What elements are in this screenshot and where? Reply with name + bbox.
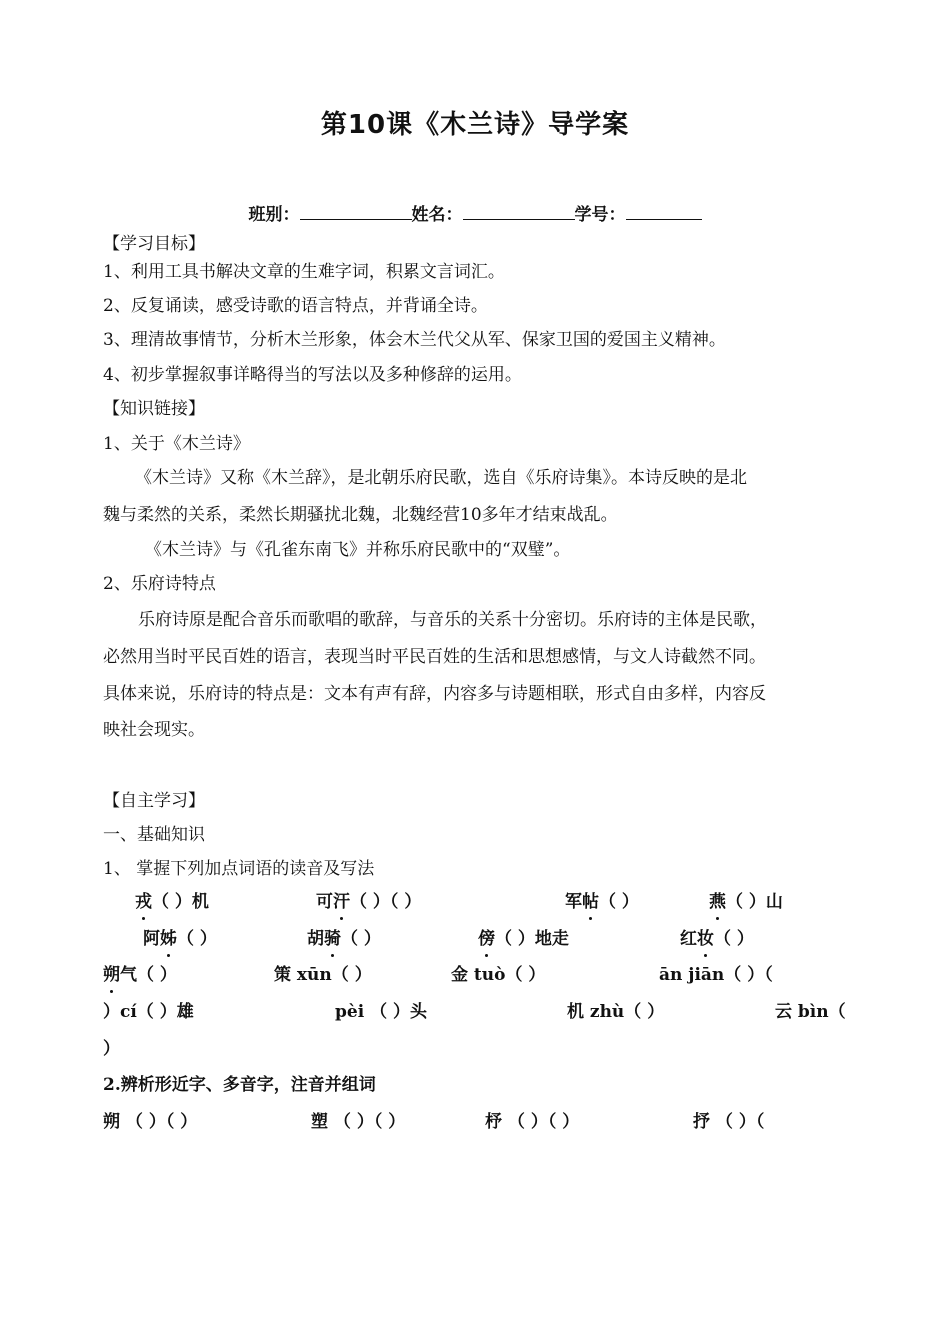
dotted-char: 帖 [582, 892, 599, 912]
answer-blank[interactable]: （ ） [599, 892, 639, 912]
answer-blank[interactable]: ān jiān（ ）（ [659, 965, 773, 985]
dotted-char: 朔 [103, 965, 120, 985]
self-study-heading: 【自主学习】 [103, 791, 205, 811]
goals-heading: 【学习目标】 [103, 234, 205, 254]
plain-char: 阿 [143, 929, 160, 949]
paragraph-1-line-2: 魏与柔然的关系，柔然长期骚扰北魏，北魏经营10多年才结束战乱。 [103, 505, 618, 525]
answer-blank[interactable]: 抒 （ ）（ [693, 1112, 765, 1132]
dotted-char: 燕 [709, 892, 726, 912]
dotted-char: 戎 [135, 892, 152, 912]
answer-blank[interactable]: （ ）机 [152, 892, 209, 912]
page-title: 第10课《木兰诗》导学案 [320, 110, 630, 140]
answer-blank[interactable]: 塑 （ ）（ ） [311, 1112, 406, 1132]
answer-blank[interactable]: 云 bìn（ [775, 1002, 846, 1022]
plain-char: 可 [316, 892, 333, 912]
answer-blank[interactable]: （ ） [177, 929, 217, 949]
answer-blank[interactable]: 机 zhù（ ） [567, 1002, 665, 1022]
plain-char: 胡 [307, 929, 324, 949]
exercise-row-5: ） [103, 1039, 120, 1059]
paragraph-1-line-1: 《木兰诗》又称《木兰辞》，是北朝乐府民歌，选自《乐府诗集》。本诗反映的是北 [135, 468, 747, 488]
name-label: 姓名： [411, 205, 463, 225]
goal-item-4: 4、初步掌握叙事详略得当的写法以及多种修辞的运用。 [103, 365, 522, 385]
answer-blank[interactable]: ）cí（ ）雄 [103, 1002, 194, 1022]
paragraph-3-line-4: 映社会现实。 [103, 720, 205, 740]
goal-item-2: 2、反复诵读，感受诗歌的语言特点，并背诵全诗。 [103, 296, 488, 316]
student-info-row [0, 200, 950, 225]
class-blank[interactable] [300, 205, 412, 220]
id-label: 学号： [574, 205, 626, 225]
goal-item-3: 3、理清故事情节，分析木兰形象，体会木兰代父从军、保家卫国的爱国主义精神。 [103, 330, 726, 350]
links-heading: 【知识链接】 [103, 399, 205, 419]
paragraph-3-line-1: 乐府诗原是配合音乐而歌唱的歌辞，与音乐的关系十分密切。乐府诗的主体是民歌， [138, 610, 767, 630]
answer-blank[interactable]: （ ）（ ） [350, 892, 422, 912]
answer-blank[interactable]: （ ）地走 [495, 929, 569, 949]
links-sub-2: 2、乐府诗特点 [103, 574, 216, 594]
dotted-char: 傍 [478, 929, 495, 949]
plain-char: 军 [565, 892, 582, 912]
answer-blank[interactable]: （ ） [714, 929, 754, 949]
dotted-char: 妆 [697, 929, 714, 949]
section-basic-knowledge: 一、基础知识 [103, 825, 205, 845]
dotted-char: 姊 [160, 929, 177, 949]
dotted-char: 汗 [333, 892, 350, 912]
question-2: 2.辨析形近字、多音字，注音并组词 [103, 1075, 376, 1095]
class-label: 班别： [248, 205, 300, 225]
answer-blank[interactable]: （ ） [341, 929, 381, 949]
goal-item-1: 1、利用工具书解决文章的生难字词，积累文言词汇。 [103, 262, 505, 282]
answer-blank[interactable]: pèi （ ）头 [335, 1002, 427, 1022]
links-sub-1: 1、关于《木兰诗》 [103, 434, 250, 454]
question-1: 1、 掌握下列加点词语的读音及写法 [103, 859, 375, 879]
answer-blank[interactable]: 金 tuò（ ） [451, 965, 546, 985]
id-blank[interactable] [626, 205, 702, 220]
plain-char: 红 [680, 929, 697, 949]
answer-blank[interactable]: 气（ ） [120, 965, 177, 985]
answer-blank[interactable]: 策 xūn（ ） [274, 965, 372, 985]
paragraph-3-line-2: 必然用当时平民百姓的语言，表现当时平民百姓的生活和思想感情，与文人诗截然不同。 [103, 647, 766, 667]
name-blank[interactable] [463, 205, 575, 220]
paragraph-2: 《木兰诗》与《孔雀东南飞》并称乐府民歌中的“双璧”。 [145, 540, 571, 560]
answer-blank[interactable]: 杼 （ ）（ ） [485, 1112, 580, 1132]
answer-blank[interactable]: 朔 （ ）（ ） [103, 1112, 198, 1132]
paragraph-3-line-3: 具体来说，乐府诗的特点是：文本有声有辞，内容多与诗题相联，形式自由多样，内容反 [103, 684, 766, 704]
answer-blank[interactable]: （ ）山 [726, 892, 783, 912]
dotted-char: 骑 [324, 929, 341, 949]
